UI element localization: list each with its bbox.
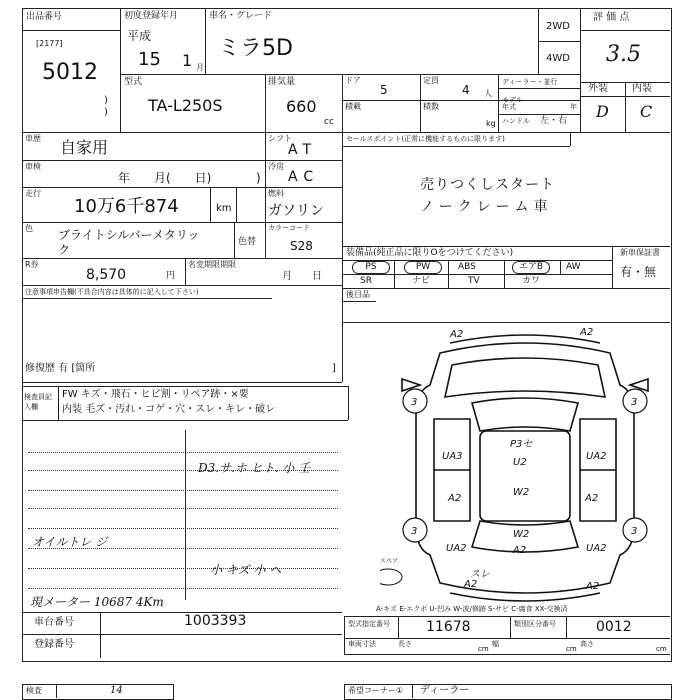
inspection-label: 車検 bbox=[25, 162, 41, 171]
damage-mark: スレ bbox=[470, 569, 490, 580]
recycle-label: R券 bbox=[25, 260, 39, 269]
sales-line-1: 売りつくしスタート bbox=[420, 177, 555, 193]
length-unit: cm bbox=[478, 645, 489, 653]
dealer-label: ディーラー・並行 bbox=[502, 78, 558, 86]
exterior-label: 外装 bbox=[588, 83, 608, 94]
score: 3.5 bbox=[606, 42, 641, 67]
year-unit: 年 bbox=[570, 103, 577, 111]
name-grade-label: 車名・グレード bbox=[209, 11, 273, 21]
inspect-value: 14 bbox=[110, 685, 123, 696]
damage-mark: A2 bbox=[450, 329, 464, 340]
equipment-item: エアB bbox=[512, 261, 550, 274]
model-year-label: モデル年式 bbox=[502, 96, 523, 111]
damage-legend: A-キズ E-エクボ U-凹み W-波/修跡 S-サビ C-腐食 XX-交換済 bbox=[376, 605, 568, 613]
color-value-1: ブライトシルバーメタリッ bbox=[58, 228, 200, 242]
recycle-value: 8,570 bbox=[86, 267, 127, 283]
meter-reading: 現メーター 10687 4Km bbox=[30, 595, 164, 609]
yen-unit: 円 bbox=[166, 271, 176, 281]
notes-label: 注意事項申告欄(不具合内容は具体的に記入して下さい) bbox=[25, 288, 199, 296]
damage-mark: 3 bbox=[631, 526, 638, 537]
model-label: 型式 bbox=[124, 77, 143, 87]
shift-label: シフト bbox=[268, 134, 292, 143]
displacement-label: 排気量 bbox=[268, 77, 296, 87]
mileage-label: 走行 bbox=[25, 189, 41, 198]
exterior-grade: D bbox=[596, 102, 609, 121]
damage-mark: UA3 bbox=[442, 451, 463, 462]
displacement: 660 bbox=[286, 97, 317, 116]
inspector-note-3: 小 キズ 小 ヘ bbox=[210, 563, 282, 577]
mileage-value: 10万6千874 bbox=[74, 196, 179, 217]
equipment-item: ナビ bbox=[412, 276, 431, 286]
first-reg-label: 初度登録年月 bbox=[124, 11, 179, 21]
era: 平成 bbox=[127, 29, 152, 43]
color-change-label: 色替 bbox=[238, 237, 257, 247]
doors: 5 bbox=[380, 83, 388, 97]
recycle-expiry-date: 月 日 bbox=[282, 271, 322, 282]
damage-mark: 3 bbox=[631, 397, 638, 408]
damage-mark: W2 bbox=[513, 487, 530, 498]
interior-grade: C bbox=[640, 102, 653, 121]
car-damage-diagram bbox=[380, 325, 670, 610]
inspection-value: 年 月( 日) bbox=[118, 171, 212, 185]
accessories-label: 後目品 bbox=[346, 290, 370, 299]
height-unit: cm bbox=[656, 645, 667, 653]
damage-mark: A2 bbox=[586, 581, 600, 592]
shift-value: AT bbox=[288, 142, 318, 158]
equipment-item: SR bbox=[360, 276, 372, 286]
inspector-label: 検査員記入欄 bbox=[24, 393, 52, 411]
width-label: 幅 bbox=[492, 640, 499, 648]
inspector-row-2: 内装 毛ズ・汚れ・コゲ・穴・スレ・キレ・破レ bbox=[62, 404, 276, 415]
equipment-item: PW bbox=[404, 261, 442, 274]
repair-history: 修復歴 有 [箇所 bbox=[25, 363, 96, 374]
dimension-label: 車両寸法 bbox=[348, 640, 376, 648]
damage-mark: 3 bbox=[411, 526, 418, 537]
doors-label: ドア bbox=[345, 76, 361, 85]
lot-small: [2177] bbox=[36, 39, 63, 48]
handle-value: 左・右 bbox=[540, 116, 568, 126]
damage-mark: A2 bbox=[448, 493, 462, 504]
reg-year: 15 bbox=[138, 49, 161, 70]
km-unit: km bbox=[216, 203, 232, 214]
drive-4wd: 4WD bbox=[546, 53, 570, 64]
damage-mark: A2 bbox=[464, 579, 478, 590]
length-label: 長さ bbox=[398, 640, 412, 648]
inspector-row-1: FW キズ・飛石・ヒビ割・リペア跡・×要 bbox=[62, 389, 249, 400]
chassis-number: 1003393 bbox=[184, 613, 247, 629]
equipment-label: 装備品(純正品に限りOをつけてください) bbox=[346, 248, 514, 258]
color-value-2: ク bbox=[58, 243, 71, 257]
new-car-warranty-label: 新車保証書 bbox=[620, 248, 660, 257]
damage-mark: A2 bbox=[580, 327, 594, 338]
score-label: 評 価 点 bbox=[593, 12, 630, 23]
equipment-item: TV bbox=[468, 276, 480, 286]
repair-close: ] bbox=[332, 363, 336, 374]
damage-mark: P3セ bbox=[510, 439, 533, 450]
color-code: S28 bbox=[290, 239, 313, 253]
damage-mark: A2 bbox=[585, 493, 599, 504]
inspector-note-2: オイルトレ ジ bbox=[32, 535, 108, 549]
damage-mark: A2 bbox=[513, 545, 527, 556]
lot-label: 出品番号 bbox=[26, 12, 63, 22]
corner-label: 希望コーナー① bbox=[348, 686, 404, 695]
color-code-label: カラーコード bbox=[268, 224, 310, 232]
cc-unit: cc bbox=[324, 117, 334, 127]
registration-label: 登録番号 bbox=[34, 639, 74, 650]
inspector-note-1: D3.サ.ホ ヒト. 小 壬 bbox=[198, 461, 311, 475]
recycle-expiry-label: 名変期限期限 bbox=[188, 260, 236, 269]
load-label: 積載 bbox=[345, 102, 361, 111]
fuel-label: 燃料 bbox=[268, 189, 284, 198]
equipment-item: PS bbox=[352, 261, 390, 274]
sales-point-label: セールスポイント(正常に機能するものに限ります) bbox=[346, 135, 505, 143]
handle-label: ハンドル bbox=[502, 117, 530, 125]
fuel-value: ガソリン bbox=[268, 203, 324, 219]
ac-value: AC bbox=[288, 169, 320, 185]
capacity-unit: 人 bbox=[484, 89, 492, 98]
month-unit: 月 bbox=[196, 63, 204, 72]
new-car-warranty-value: 有・無 bbox=[620, 265, 657, 279]
damage-mark: UA2 bbox=[446, 543, 467, 554]
lot-number: 5012 bbox=[42, 60, 98, 85]
equipment-item: AW bbox=[566, 262, 581, 272]
car-name: ミラ5D bbox=[218, 36, 293, 61]
drive-2wd: 2WD bbox=[546, 21, 570, 32]
class-label: 類別区分番号 bbox=[514, 620, 556, 628]
damage-mark: W2 bbox=[513, 529, 530, 540]
chassis-label: 車台番号 bbox=[34, 617, 74, 628]
capacity-label: 定員 bbox=[423, 76, 439, 85]
use-value: 自家用 bbox=[60, 138, 109, 157]
width-unit: cm bbox=[566, 645, 577, 653]
color-label: 色 bbox=[25, 224, 33, 233]
sales-line-2: ノークレーム車 bbox=[420, 199, 553, 215]
corner-value: ディーラー bbox=[420, 685, 470, 696]
kg-unit: kg bbox=[486, 119, 496, 128]
damage-mark: 3 bbox=[411, 397, 418, 408]
reg-month: 1 bbox=[182, 51, 193, 70]
model-code: TA-L250S bbox=[148, 96, 223, 115]
capacity: 4 bbox=[462, 83, 470, 97]
type-cert-label: 型式指定番号 bbox=[348, 620, 390, 628]
weight-label: 積数 bbox=[423, 102, 439, 111]
ac-label: 冷房 bbox=[268, 162, 284, 171]
equipment-item: ABS bbox=[458, 262, 476, 272]
interior-label: 内装 bbox=[632, 83, 652, 94]
damage-mark: U2 bbox=[513, 457, 527, 468]
class-number: 0012 bbox=[596, 619, 632, 635]
damage-mark: UA2 bbox=[586, 451, 607, 462]
inspect-label: 検査 bbox=[26, 686, 42, 695]
type-cert-number: 11678 bbox=[426, 619, 471, 635]
damage-mark: UA2 bbox=[586, 543, 607, 554]
spare-label: スペア bbox=[380, 558, 399, 565]
use-label: 車歴 bbox=[25, 134, 41, 143]
equipment-item: カワ bbox=[522, 276, 541, 286]
height-label: 高さ bbox=[580, 640, 594, 648]
